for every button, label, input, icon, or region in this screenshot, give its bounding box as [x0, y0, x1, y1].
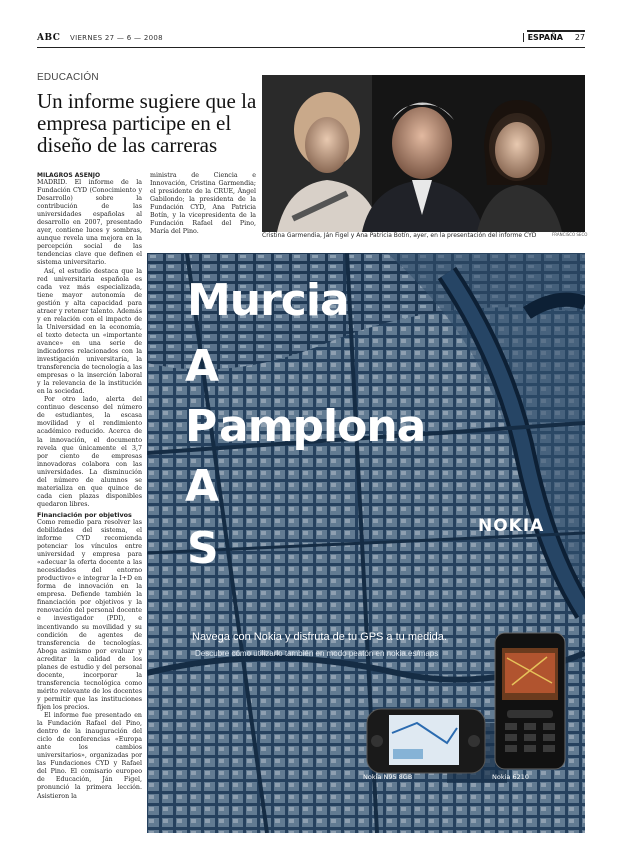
phone-label-6210: Nokia 6210: [492, 773, 530, 781]
ad-slogan: Navega con Nokia y disfruta de tu GPS a tu medida.: [192, 631, 447, 643]
article-photo: [262, 75, 585, 232]
byline: MILAGROS ASENJO: [37, 172, 101, 179]
page-header: [37, 33, 585, 48]
ad-letter-s: S: [187, 523, 218, 574]
subheading: Financiación por objetivos: [37, 510, 132, 519]
article-kicker: EDUCACIÓN: [37, 72, 99, 83]
issue-date: VIERNES 27 — 6 — 2008: [70, 34, 163, 42]
paragraph: Por otro lado, alerta del continuo descenso del número de estudiantes, la escasa movilidad y el rendimiento académico reducido. Acerca de la innovación, el documento revela que únicamente el 3,7 por ciento de empresas innovadoras colabora con las universidades. La disminución del número de alumnos se materializa en que quince de cada cien plazas disponibles quedaron libres.: [37, 396, 142, 508]
newspaper-brand: ABC: [37, 33, 61, 43]
photo-caption: Cristina Garmendia, Ján Figel y Ana Patricia Botín, ayer, en la presentación del informe CYD: [262, 232, 537, 239]
phone-n95-image: [367, 709, 485, 773]
phones-illustration: [147, 253, 585, 833]
paragraph: MADRID. El informe de la Fundación CYD (Conocimiento y Desarrollo) sobre la contribución de las universidades españolas al desarrollo en 2007, presentado ayer, contiene luces y sombras, aunque revela una mejora en la percepción social de las tendencias clave que definen el sistema universitario.: [37, 179, 142, 267]
nokia-logo: NOKIA: [478, 516, 545, 536]
paragraph: ministra de Ciencia e Innovación, Cristina Garmendia; el presidente de la CRUE, Ángel Gabilondo; la presidenta de la Fundación CYD, Ana Patricia Botín, y la vicepresidenta de la Fundación Rafael del Pino, María del Pino.: [150, 172, 256, 236]
article-headline: Un informe sugiere que la empresa participe en el diseño de las carreras: [37, 89, 257, 157]
photo-illustration: [262, 75, 585, 232]
paragraph: El informe fue presentado en la Fundación Rafael del Pino, dentro de la inauguración del ciclo de conferencias «Europa ante los cambios universitarios», organizadas por las Fundaciones CYD y Rafael del Pino. El comisario europeo de Educación, Ján Figel, pronunció la primera lección. Asistieron la: [37, 712, 142, 800]
paragraph: Así, el estudio destaca que la red universitaria española es cada vez más especializada, tiene mayor autonomía de gestión y alta capacidad para atraer y retener talento. Además y en relación con el impacto de la Universidad en la economía, el texto detecta un «importante avance» en una serie de indicadores relacionados con la investigación universitaria, la transferencia de tecnología a las empresas o la inserción laboral y la relevancia de la institución en la sociedad.: [37, 267, 142, 396]
section-name: ESPAÑA: [523, 33, 563, 42]
ad-word-murcia: Murcia: [187, 275, 349, 326]
ad-word-pamplona: amplona: [219, 401, 426, 452]
ad-url-text: Descubre cómo utilizarlo también en modo peatón en nokia.es/maps: [195, 649, 439, 658]
photo-credit: FRANCISCO SECO: [552, 232, 588, 237]
nokia-advertisement: [147, 253, 585, 833]
phone-label-n95: Nokia N95 8GB: [363, 773, 413, 781]
article-column-1: [37, 172, 142, 801]
ad-letter-a: A: [185, 341, 219, 392]
header-rule: [527, 30, 585, 32]
ad-letter-a2: A: [185, 461, 219, 512]
paragraph: Como remedio para resolver las debilidades del sistema, el informe CYD recomienda potenciar los vínculos entre universidad y empresa para «adecuar la oferta docente a las necesidades del entorno productivo» e integrar la I+D en forma de innovación en la empresa. Defiende también la financiación por objetivos y la renovación del personal docente e investigador (PDI), e incentivando su movilidad y su condición de agentes de transferencia de tecnologías. Aboga asimismo por evaluar y acreditar la calidad de los planes de estudio y del personal docente, incorporar la transferencia tecnológica como mérito relevante de los docentes y permitir que las instituciones fijen los precios.: [37, 518, 142, 711]
article-column-2: [150, 172, 256, 236]
phone-6210-image: [495, 633, 565, 769]
page-number: 27: [574, 33, 585, 42]
ad-letter-p: P: [185, 401, 217, 452]
